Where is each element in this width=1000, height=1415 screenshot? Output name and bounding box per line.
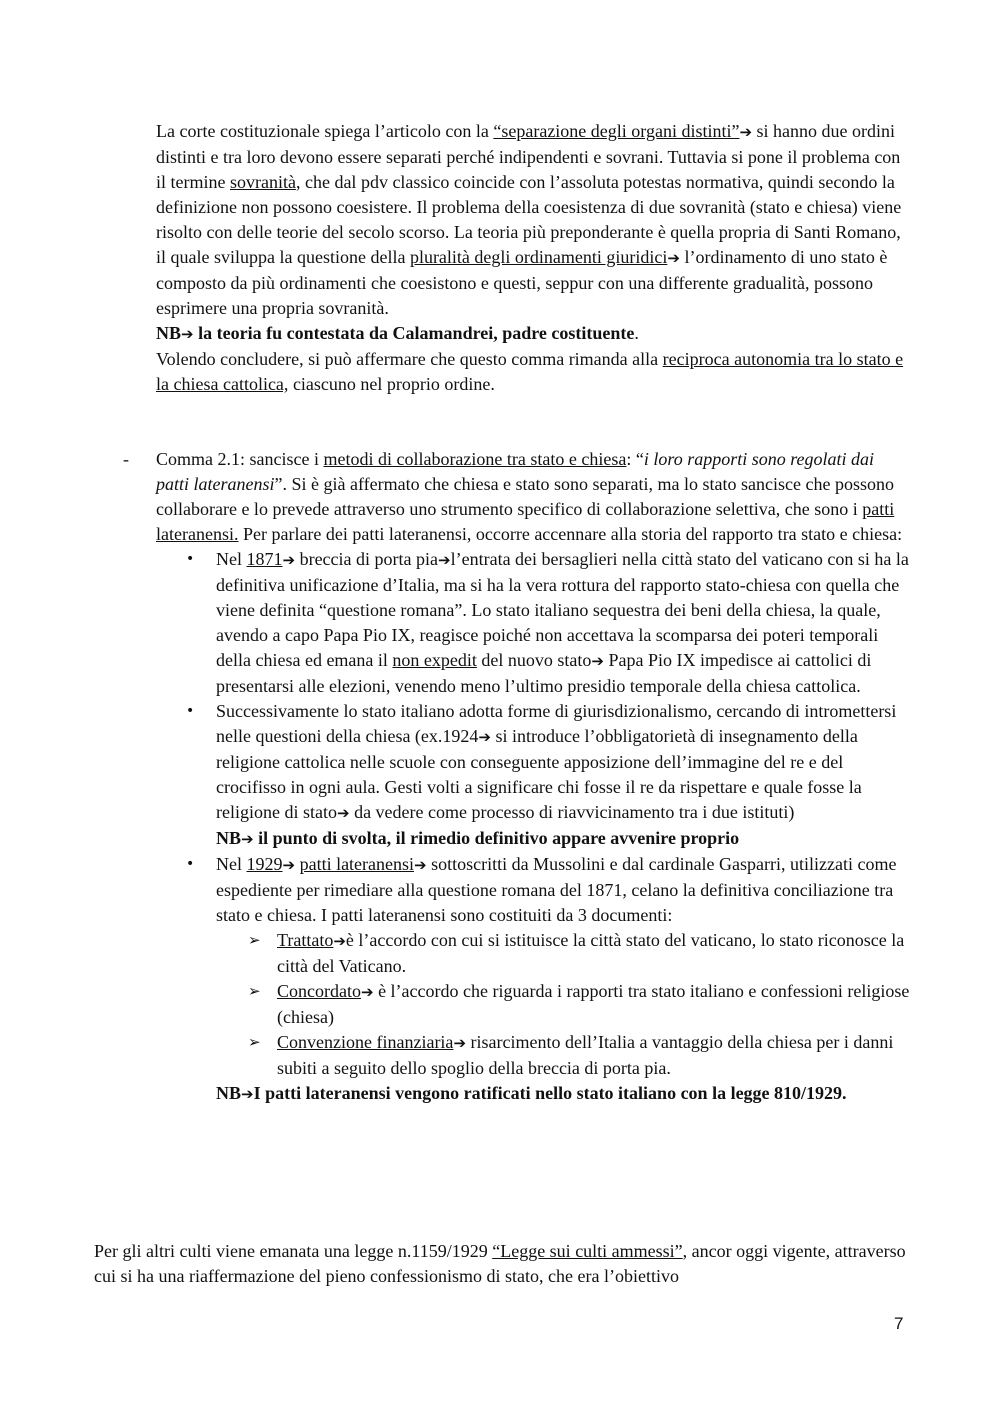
underlined-term: 1871 [246, 549, 283, 569]
list-dash: - [123, 449, 129, 469]
bullet-icon: • [186, 856, 195, 872]
paragraph-culti-ammessi [94, 1239, 914, 1289]
text-span: Papa Pio IX impedisce ai cattolici di presentarsi alle elezioni, venendo meno l’ultimo presidio temporale della chiesa cattolica. [216, 650, 872, 696]
arrow-icon: ➔ [333, 932, 346, 950]
underlined-term: patti lateranensi [299, 854, 415, 874]
arrow-icon: ➔ [414, 856, 427, 874]
arrow-icon: ➔ [282, 551, 296, 569]
text-span: : “ [626, 449, 644, 469]
underlined-term: non expedit [392, 650, 477, 670]
text-span: si introduce l’obbligatorietà di insegnamento della religione cattolica nelle scuole con conseguente apposizione dell’immagine del re e del crocifisso in ogni aula. Gesti volti a significare chi fosse il re da rispettare e quale fosse la religione di stato [216, 726, 862, 822]
text-span: l’ordinamento di uno stato è composto da più ordinamenti che coesistono e questi, seppur con una differente gradualità, possono esprimere una propria sovranità. [156, 247, 888, 318]
text-span: ”. Si è già affermato che chiesa e stato sono separati, ma lo stato sancisce che possono collaborare e lo prevede attraverso uno strumento specifico di collaborazione selettiva, che sono i [156, 474, 894, 519]
text-span: Per parlare dei patti lateranensi, occorre accennare alla storia del rapporto tra stato e chiesa: [238, 524, 903, 544]
text-span: del nuovo stato [476, 650, 592, 670]
underlined-term: sovranità [229, 172, 296, 192]
text-span: ciascuno nel proprio ordine. [288, 374, 495, 394]
arrow-icon: ➔ [241, 830, 254, 848]
nb-label: NB [216, 1083, 242, 1103]
documents-list [216, 928, 910, 1081]
paragraph-text [94, 1239, 914, 1289]
italic-quote: i loro rapporti sono regolati dai patti lateranensi [156, 449, 875, 494]
underlined-term: “Legge sui culti ammessi” [492, 1241, 683, 1261]
text-span: da vedere come processo di riavvicinamento tra i due istituti) [349, 802, 795, 822]
text-span: l’entrata dei bersaglieri nella città stato del vaticano con si ha la definitiva unificazione d’Italia, ma si ha la vera rottura del rapporto stato-chiesa con quella che viene definita “questione romana”. Lo stato italiano sequestra dei beni della chiesa, la quale, avendo a capo Papa Pio IX, reagisce poiché non accettava la scomparsa dei poteri temporali della chiesa ed emana il [216, 549, 909, 670]
bullet-icon: • [186, 551, 195, 567]
sub-item-concordato [216, 979, 910, 1030]
nb-text: I patti lateranensi vengono ratificati nello stato italiano con la legge 810/1929. [253, 1083, 847, 1103]
comma-2-1-item [120, 447, 910, 1107]
text-span: è l’accordo che riguarda i rapporti tra stato italiano e confessioni religiose (chiesa) [277, 981, 910, 1027]
arrow-icon: ➔ [478, 728, 491, 746]
nb-text: il punto di svolta, il rimedio definitivo appare avvenire proprio [253, 828, 740, 848]
text-span: Nel [216, 549, 247, 569]
arrow-icon: ➔ [453, 1034, 467, 1052]
bullet-icon: • [186, 703, 195, 719]
paragraph-separazione [156, 119, 906, 397]
history-list [156, 547, 910, 1107]
underlined-term: reciproca autonomia tra lo stato e la chiesa cattolica, [156, 349, 904, 394]
nb-note [216, 1081, 910, 1107]
text-span: è l’accordo con cui si istituisce la città stato del vaticano, lo stato riconosce la città del Vaticano. [277, 930, 905, 976]
underlined-term: 1929 [246, 854, 283, 874]
nb-text: la teoria fu contestata da Calamandrei, padre costituente [193, 323, 635, 343]
underlined-term: Concordato [277, 981, 361, 1001]
arrowhead-bullet-icon: ➢ [248, 1033, 261, 1051]
text-span: , che dal pdv classico coincide con l’assoluta potestas normativa, quindi secondo la definizione non possono coesistere. Il problema della coesistenza di due sovranità (stato e chiesa) viene risolto con delle teorie del secolo scorso. La teoria più preponderante è quella propria di Santi Romano, il quale sviluppa la questione della [156, 172, 902, 267]
underlined-term: metodi di collaborazione tra stato e chiesa [323, 449, 627, 469]
text-span: La corte costituzionale spiega l’articolo con la [156, 121, 494, 141]
arrow-icon: ➔ [438, 551, 451, 569]
text-span: Nel [216, 854, 247, 874]
paragraph-text [156, 447, 910, 547]
nb-label: NB [216, 828, 242, 848]
text-span: Comma 2.1: sancisce i [156, 449, 324, 469]
page-number: 7 [894, 1314, 904, 1333]
arrow-icon: ➔ [667, 249, 680, 267]
arrowhead-bullet-icon: ➢ [248, 931, 261, 949]
arrow-icon: ➔ [241, 1085, 254, 1103]
text-span: . [634, 323, 639, 343]
text-span: si hanno due ordini distinti e tra loro devono essere separati perché indipendenti e sovrani. Tuttavia si pone il problema con il termine [156, 121, 901, 192]
arrowhead-bullet-icon: ➢ [248, 982, 261, 1000]
list-item-1929 [156, 852, 910, 1107]
paragraph-conclusion [156, 347, 906, 397]
arrow-icon: ➔ [739, 123, 753, 141]
list-item-giurisdizionalismo [156, 699, 910, 852]
sub-item-trattato [216, 928, 910, 979]
list-item-1871 [156, 547, 910, 699]
nb-note [216, 826, 910, 852]
text-span: risarcimento dell’Italia a vantaggio della chiesa per i danni subiti a seguito dello spoglio della breccia di porta pia. [277, 1032, 894, 1078]
text-span: Volendo concludere, si può affermare che questo comma rimanda alla [156, 349, 663, 369]
underlined-term: “separazione degli organi distinti” [493, 121, 740, 141]
arrow-icon: ➔ [181, 325, 194, 343]
nb-note [156, 321, 906, 347]
comma-2-1-body [156, 447, 910, 1107]
underlined-term: patti lateranensi. [156, 499, 895, 544]
text-span: sottoscritti da Mussolini e dal cardinale Gasparri, utilizzati come espediente per rimediare alla questione romana del 1871, celano la definitiva conciliazione tra stato e chiesa. I patti lateranensi sono costituiti da 3 documenti: [216, 854, 897, 925]
paragraph-text [156, 119, 906, 321]
text-span: Successivamente lo stato italiano adotta forme di giurisdizionalismo, cercando di intromettersi nelle questioni della chiesa (ex.1924 [216, 701, 897, 746]
arrow-icon: ➔ [336, 804, 350, 822]
underlined-term: Trattato [277, 930, 334, 950]
sub-item-convenzione [216, 1030, 910, 1081]
arrow-icon: ➔ [591, 652, 604, 670]
underlined-term: pluralità degli ordinamenti giuridici [409, 247, 668, 267]
arrow-icon: ➔ [360, 983, 374, 1001]
text-span: Per gli altri culti viene emanata una legge n.1159/1929 [94, 1241, 493, 1261]
arrow-icon: ➔ [282, 856, 296, 874]
text-span: , ancor oggi vigente, attraverso cui si ha una riaffermazione del pieno confessionismo di stato, che era l’obiettivo [94, 1241, 906, 1286]
text-span: breccia di porta pia [295, 549, 439, 569]
underlined-term: Convenzione finanziaria [277, 1032, 454, 1052]
nb-label: NB [156, 323, 182, 343]
